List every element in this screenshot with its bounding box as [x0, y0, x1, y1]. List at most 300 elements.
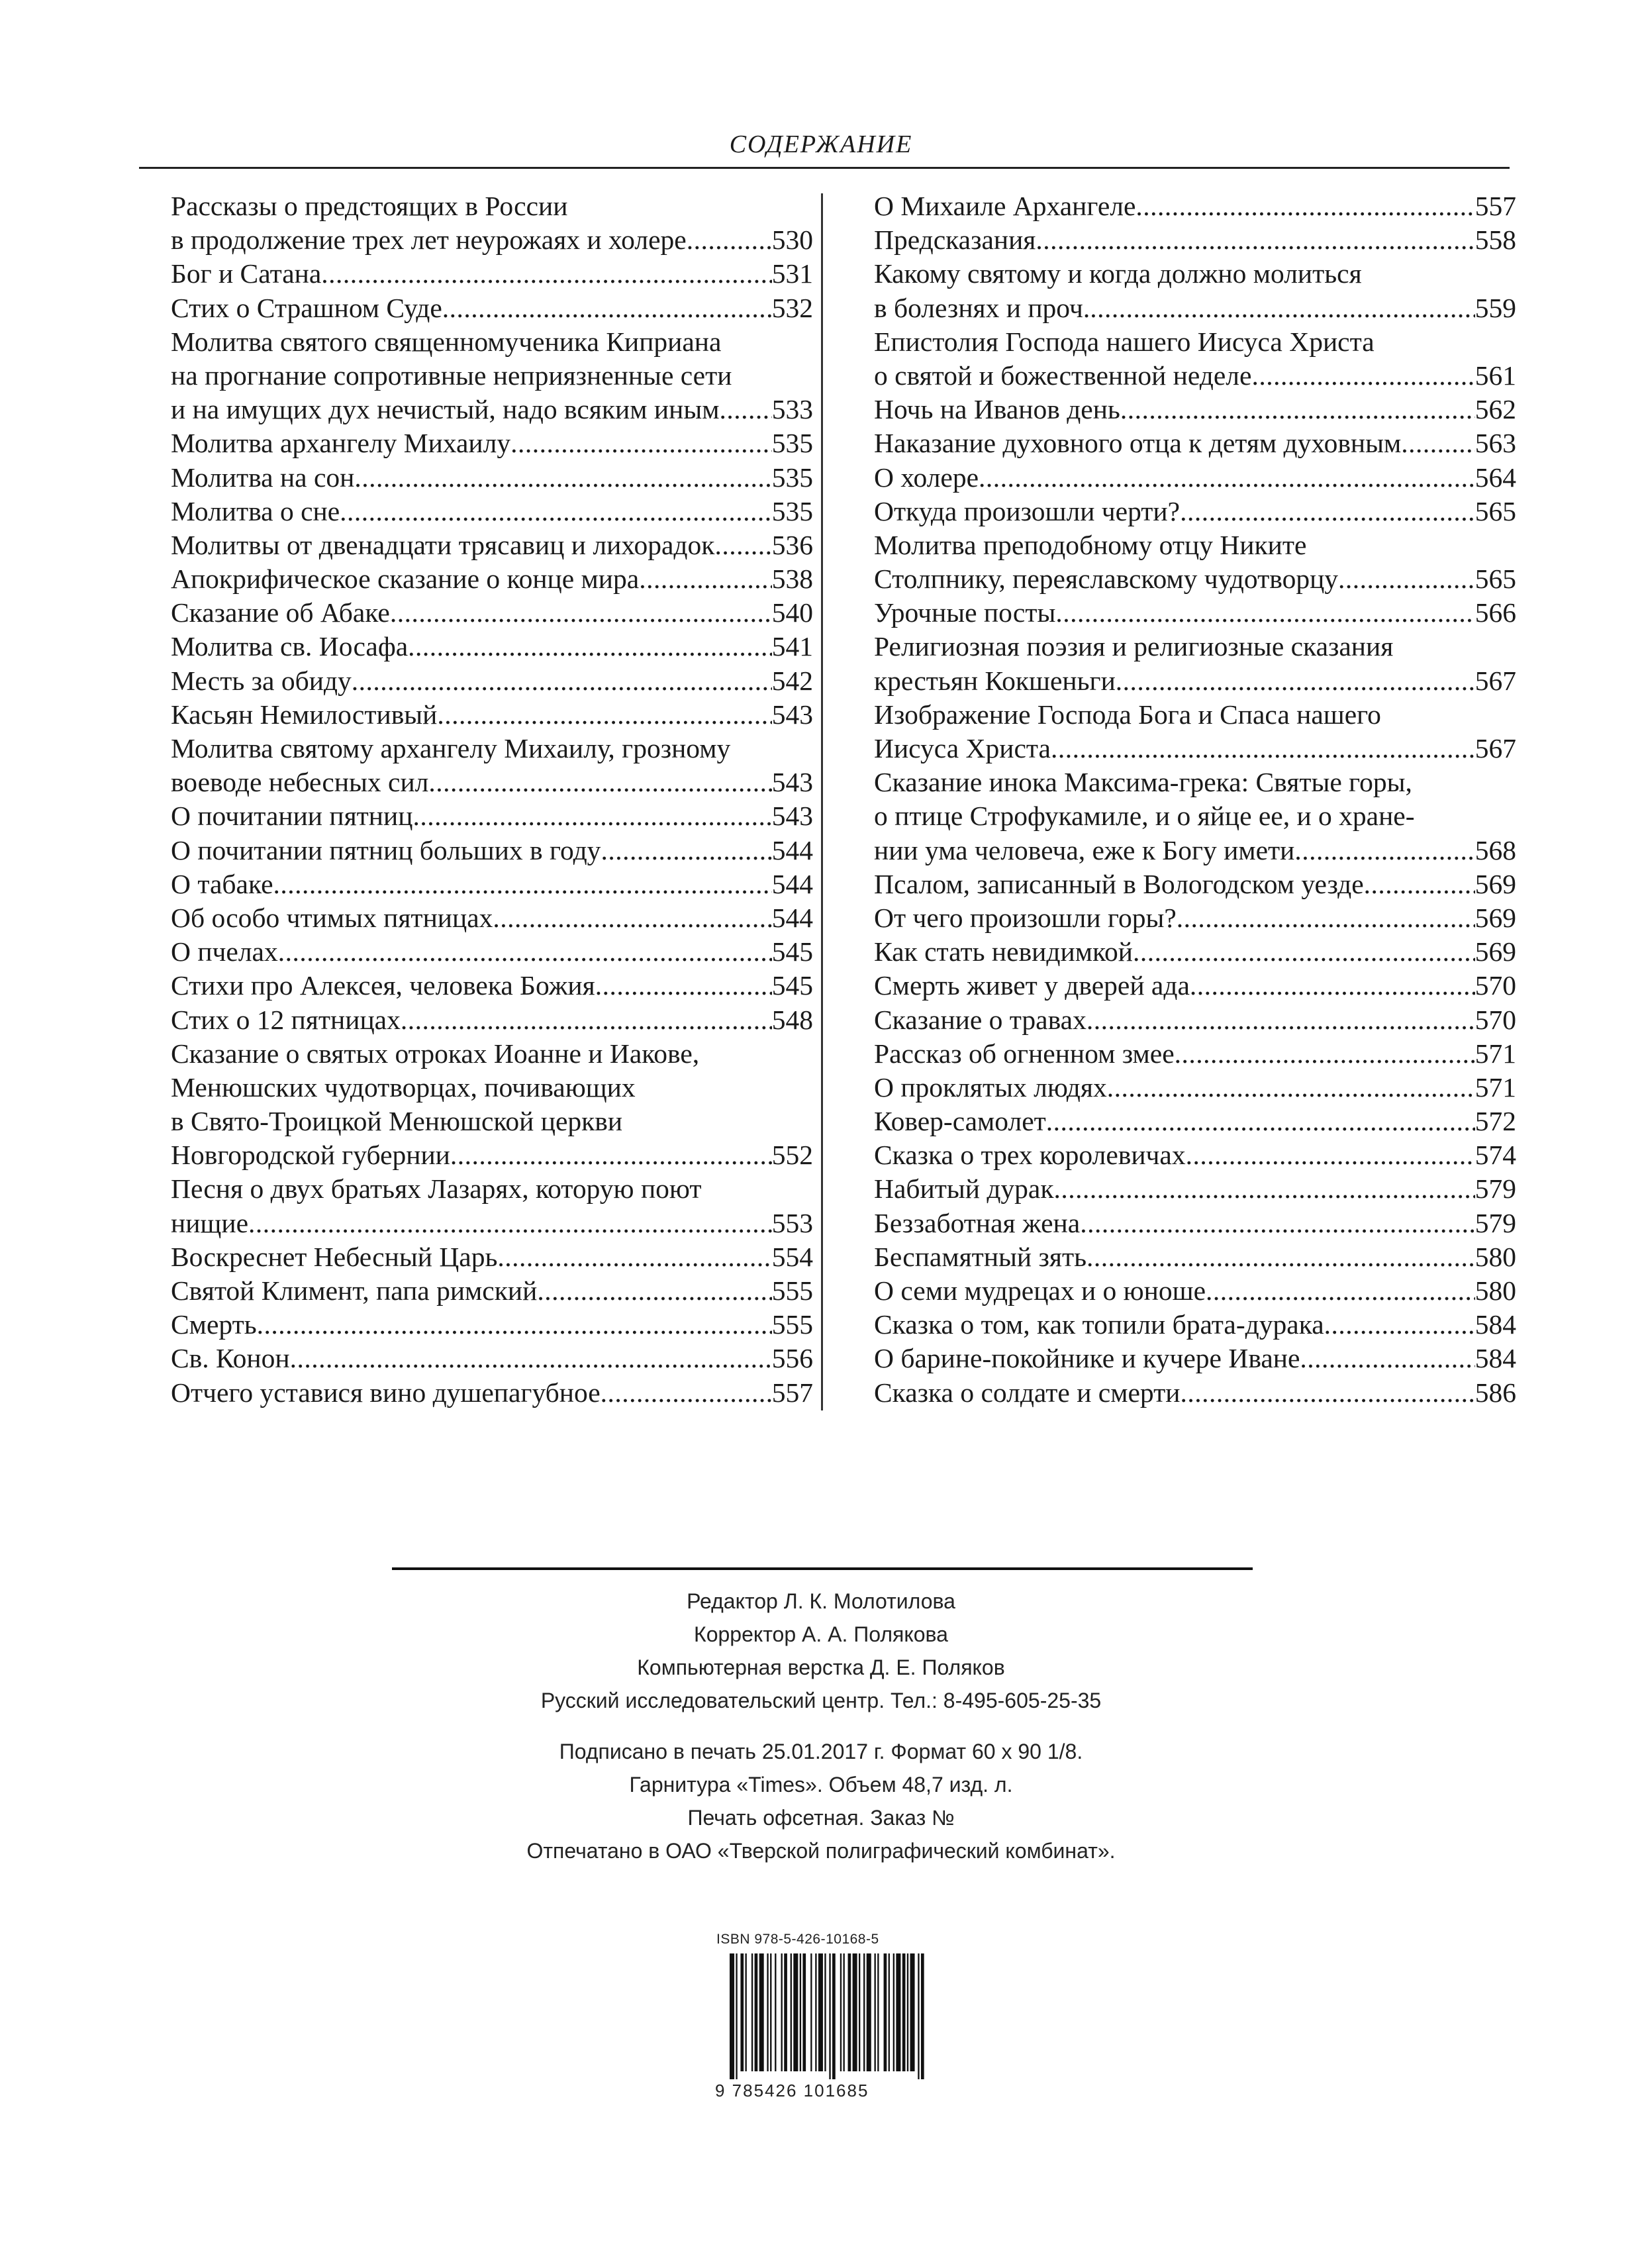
barcode-bar: [815, 1953, 816, 2071]
toc-dot-leader: [1186, 1138, 1475, 1172]
toc-page-number: 531: [771, 258, 813, 289]
toc-entry: [874, 257, 1516, 324]
toc-page-number: 541: [771, 631, 813, 662]
toc-entry-title: Апокрифическое сказание о конце мира: [171, 564, 640, 595]
toc-entry-leader-line: [171, 1003, 813, 1037]
toc-entry-title: в болезнях и проч.: [874, 292, 1090, 323]
toc-entry-title: Ковер-самолет: [874, 1106, 1046, 1137]
toc-dot-leader: [352, 664, 772, 698]
toc-page-number: 535: [771, 495, 813, 526]
toc-entry-title: Сказание об Абаке: [171, 597, 390, 628]
barcode-bar: [863, 1953, 865, 2071]
toc-entry: [874, 1003, 1516, 1037]
toc-entry-title: Молитва о сне: [171, 495, 340, 526]
toc-entry-title: Молитвы от двенадцати трясавиц и лихорадок: [171, 529, 715, 560]
toc-entry-title: и на имущих дух нечистый, надо всяким иным: [171, 394, 720, 425]
toc-page-number: 580: [1474, 1275, 1516, 1306]
toc-page-number: 552: [771, 1140, 813, 1171]
toc-entry-leader-line: [171, 935, 813, 969]
toc-dot-leader: [1120, 393, 1475, 426]
toc-entry-leader-line: [874, 1003, 1516, 1037]
toc-entry: [171, 1240, 813, 1274]
toc-page-number: 564: [1474, 462, 1516, 493]
toc-entry-title-line: Менюшских чудотворцах, почивающих: [171, 1071, 636, 1103]
toc-entry-title-line: Сказание о святых отроках Иоанне и Иакове,: [171, 1038, 700, 1069]
barcode-bar: [843, 1953, 844, 2071]
header-rule: [139, 167, 1510, 169]
barcode-bar: [818, 1953, 823, 2071]
toc-entry: [171, 189, 813, 257]
toc-entry: [171, 461, 813, 495]
toc-dot-leader: [1080, 1207, 1475, 1240]
toc-entry-title: О пчелах: [171, 936, 278, 967]
toc-entry-title-line: Сказание инока Максима-грека: Святые горы,: [874, 767, 1412, 798]
toc-page-number: 555: [771, 1275, 813, 1306]
toc-entry-leader-line: [874, 834, 1516, 867]
toc-entry: [874, 698, 1516, 765]
toc-entry-leader-line: [874, 969, 1516, 1003]
toc-dot-leader: [354, 461, 771, 495]
toc-entry: [874, 1138, 1516, 1172]
toc-dot-leader: [1324, 1308, 1475, 1342]
toc-dot-leader: [1046, 1105, 1475, 1138]
toc-page-number: 557: [771, 1377, 813, 1408]
toc-entry: [171, 969, 813, 1003]
toc-entry-leader-line: [171, 901, 813, 935]
toc-entry: [874, 1071, 1516, 1105]
imprint-print-info: [0, 1735, 1642, 1867]
toc-dot-leader: [290, 1342, 772, 1375]
barcode-bar: [840, 1953, 842, 2071]
toc-entry: [171, 1342, 813, 1375]
barcode-bar: [755, 1953, 758, 2071]
toc-page-number: 542: [771, 665, 813, 696]
toc-entry-leader-line: [874, 426, 1516, 460]
toc-dot-leader: [1051, 732, 1475, 765]
barcode-bar: [784, 1953, 787, 2071]
barcode-digits: 9 785426 101685: [715, 2081, 869, 2100]
toc-entry-leader-line: [874, 562, 1516, 596]
toc-entry-leader-line: [171, 1240, 813, 1274]
toc-page-number: 538: [771, 564, 813, 595]
toc-page-number: 572: [1474, 1106, 1516, 1137]
running-title: СОДЕРЖАНИЕ: [729, 130, 913, 158]
toc-entry-leader-line: [874, 291, 1516, 325]
toc-entry-title: Стих о Страшном Суде: [171, 292, 442, 323]
toc-page-number: 570: [1474, 970, 1516, 1001]
toc-entry-title-line: Какому святому и когда должно молиться: [874, 258, 1362, 289]
toc-entry-title: Св. Конон: [171, 1343, 290, 1374]
toc-entry: [874, 1274, 1516, 1308]
toc-page-number: 565: [1474, 495, 1516, 526]
toc-page-number: 569: [1474, 936, 1516, 967]
barcode-bar: [921, 1953, 924, 2079]
toc-entry-leader-line: [171, 867, 813, 901]
toc-page-number: 563: [1474, 428, 1516, 459]
toc-entry-leader-line: [171, 765, 813, 799]
toc-entry: [171, 867, 813, 901]
toc-page-number: 561: [1474, 360, 1516, 391]
toc-entry-title: Смерть живет у дверей ада: [874, 970, 1190, 1001]
toc-dot-leader: [1036, 223, 1474, 257]
toc-entry-title-line: Рассказы о предстоящих в России: [171, 191, 568, 221]
footer-rule: [392, 1567, 1253, 1570]
toc-entry-leader-line: [171, 698, 813, 732]
toc-entry: [171, 732, 813, 799]
toc-entry-leader-line: [171, 426, 813, 460]
imprint-signed: Подписано в печать 25.01.2017 г. Формат 60 х 90 1/8.: [559, 1740, 1083, 1763]
toc-page-number: 570: [1474, 1004, 1516, 1035]
toc-entry-title-line: Религиозная поэзия и религиозные сказания: [874, 631, 1394, 662]
toc-entry: [171, 901, 813, 935]
toc-dot-leader: [1294, 834, 1474, 867]
toc-page-number: 553: [771, 1207, 813, 1238]
toc-dot-leader: [1087, 1240, 1475, 1274]
toc-page-number: 533: [771, 394, 813, 425]
imprint-typeface: Гарнитура «Times». Объем 48,7 изд. л.: [629, 1773, 1013, 1797]
toc-dot-leader: [278, 935, 772, 969]
toc-entry-title: Об особо чтимых пятницах: [171, 902, 493, 933]
toc-entry-title-line: Изображение Господа Бога и Спаса нашего: [874, 699, 1381, 730]
toc-entry-leader-line: [874, 732, 1516, 765]
toc-dot-leader: [1135, 189, 1474, 223]
barcode-bar: [832, 1953, 836, 2079]
barcode-bar: [759, 1953, 764, 2071]
toc-dot-leader: [1251, 359, 1474, 393]
toc-entry: [874, 1207, 1516, 1240]
toc-entry-leader-line: [171, 1274, 813, 1308]
toc-dot-leader: [1175, 1037, 1475, 1071]
toc-page-number: 544: [771, 902, 813, 933]
toc-dot-leader: [595, 969, 772, 1003]
toc-entry-title: Смерть: [171, 1309, 257, 1340]
toc-entry-leader-line: [874, 393, 1516, 426]
toc-entry-title-line: Молитва святому архангелу Михаилу, грозному: [171, 733, 731, 764]
toc-entry-title: Ночь на Иванов день: [874, 394, 1120, 425]
toc-entry-title: От чего произошли горы?: [874, 902, 1177, 933]
toc-page-number: 567: [1474, 665, 1516, 696]
toc-entry-title: Молитва св. Иосафа: [171, 631, 409, 662]
toc-entry-leader-line: [171, 1308, 813, 1342]
barcode-bar: [907, 1953, 908, 2071]
barcode-bar: [884, 1953, 887, 2071]
toc-entry-title: Иисуса Христа: [874, 733, 1051, 764]
toc-entry-title: Беспамятный зять: [874, 1241, 1087, 1272]
toc-entry: [874, 1240, 1516, 1274]
toc-entry: [171, 1274, 813, 1308]
toc-page-number: 554: [771, 1241, 813, 1272]
barcode-bar: [793, 1953, 798, 2071]
toc-page-number: 584: [1474, 1343, 1516, 1374]
toc-entry-title: в продолжение трех лет неурожаях и холере: [171, 224, 687, 256]
toc-entry-leader-line: [171, 630, 813, 664]
toc-entry: [874, 495, 1516, 528]
barcode-bar: [867, 1953, 871, 2071]
toc-entry-title: Новгородской губернии: [171, 1140, 450, 1171]
toc-entry-leader-line: [171, 1376, 813, 1410]
barcode-bar: [802, 1953, 806, 2071]
imprint-order: Печать офсетная. Заказ №: [687, 1806, 955, 1830]
toc-dot-leader: [497, 1240, 771, 1274]
toc-dot-leader: [408, 630, 772, 664]
toc-dot-leader: [1087, 1003, 1475, 1037]
toc-page-number: 586: [1474, 1377, 1516, 1408]
toc-entry-title: Как стать невидимкой: [874, 936, 1133, 967]
toc-dot-leader: [601, 1376, 772, 1410]
toc-entry: [171, 1172, 813, 1240]
toc-page-number: 559: [1474, 292, 1516, 323]
toc-entry-leader-line: [874, 1037, 1516, 1071]
toc-entry-title: Святой Климент, папа римский: [171, 1275, 538, 1306]
toc-dot-leader: [1107, 1071, 1475, 1105]
toc-dot-leader: [390, 596, 772, 630]
toc-entry-title: Сказка о том, как топили брата-дурака: [874, 1309, 1324, 1340]
toc-entry-title: о святой и божественной неделе: [874, 360, 1252, 391]
toc-entry-title: О барине-покойнике и кучере Иване: [874, 1343, 1300, 1374]
toc-entry: [874, 1037, 1516, 1071]
barcode-bar: [853, 1953, 857, 2071]
barcode-bar: [829, 1953, 830, 2079]
toc-entry: [171, 935, 813, 969]
toc-page-number: 565: [1474, 564, 1516, 595]
toc-entry-leader-line: [171, 562, 813, 596]
toc-dot-leader: [493, 901, 771, 935]
toc-page-number: 584: [1474, 1309, 1516, 1340]
toc-entry-leader-line: [874, 495, 1516, 528]
toc-page-number: 571: [1474, 1038, 1516, 1069]
toc-page-number: 532: [771, 292, 813, 323]
toc-entry-leader-line: [874, 901, 1516, 935]
toc-entry-leader-line: [171, 495, 813, 528]
toc-entry-leader-line: [874, 1274, 1516, 1308]
toc-page-number: 579: [1474, 1173, 1516, 1205]
toc-dot-leader: [1206, 1274, 1475, 1308]
toc-page-number: 557: [1474, 191, 1516, 221]
barcode-bar: [810, 1953, 812, 2071]
toc-entry: [171, 596, 813, 630]
toc-dot-leader: [450, 1138, 772, 1172]
barcode-bar: [896, 1953, 900, 2071]
toc-dot-leader: [1300, 1342, 1474, 1375]
toc-page-number: 580: [1474, 1241, 1516, 1272]
toc-dot-leader: [273, 867, 772, 901]
toc-entry: [171, 1308, 813, 1342]
toc-entry: [874, 969, 1516, 1003]
toc-entry-leader-line: [171, 596, 813, 630]
toc-entry-leader-line: [874, 189, 1516, 223]
toc-dot-leader: [321, 257, 771, 291]
toc-dot-leader: [340, 495, 772, 528]
toc-entry: [171, 834, 813, 867]
barcode-bar: [889, 1953, 890, 2071]
toc-entry: [171, 1003, 813, 1037]
imprint-printer: Отпечатано в ОАО «Тверской полиграфический комбинат».: [526, 1839, 1116, 1863]
barcode-bar: [874, 1953, 875, 2071]
toc-entry-leader-line: [874, 935, 1516, 969]
toc-entry: [874, 223, 1516, 257]
toc-dot-leader: [1054, 1172, 1475, 1206]
toc-dot-leader: [1364, 867, 1475, 901]
barcode-bar: [902, 1953, 906, 2071]
toc-entry-title-line: Молитва святого священномученика Киприана: [171, 326, 722, 357]
toc-entry: [874, 867, 1516, 901]
toc-entry-leader-line: [874, 461, 1516, 495]
barcode-bar: [730, 1953, 734, 2079]
toc-page-number: 555: [771, 1309, 813, 1340]
toc-entry-leader-line: [171, 834, 813, 867]
toc-entry-leader-line: [874, 1207, 1516, 1240]
barcode-bar: [770, 1953, 771, 2071]
toc-entry-title: Сказка о солдате и смерти: [874, 1377, 1181, 1408]
imprint-proofreader: Корректор А. А. Полякова: [694, 1622, 948, 1646]
toc-entry-title: Молитва на сон: [171, 462, 355, 493]
toc-entry-title: Сказка о трех королевичах: [874, 1140, 1186, 1171]
toc-entry-title-line: Молитва преподобному отцу Никите: [874, 529, 1307, 560]
toc-entry: [874, 1172, 1516, 1206]
toc-entry: [874, 935, 1516, 969]
toc-entry: [874, 596, 1516, 630]
toc-entry-title: Набитый дурак: [874, 1173, 1054, 1205]
toc-page-number: 530: [771, 224, 813, 256]
toc-entry-title: Касьян Немилостивый: [171, 699, 438, 730]
toc-entry-leader-line: [874, 1105, 1516, 1138]
toc-entry: [874, 1105, 1516, 1138]
toc-page-number: 535: [771, 428, 813, 459]
barcode-bar: [751, 1953, 753, 2071]
toc-entry: [171, 426, 813, 460]
toc-entry: [874, 426, 1516, 460]
toc-entry: [874, 1342, 1516, 1375]
imprint-publisher: Русский исследовательский центр. Тел.: 8-495-605-25-35: [540, 1689, 1102, 1712]
toc-entry-leader-line: [171, 257, 813, 291]
barcode-bar: [745, 1953, 746, 2071]
toc-entry-title-line: в Свято-Троицкой Менюшской церкви: [171, 1106, 623, 1137]
toc-dot-leader: [1055, 596, 1474, 630]
column-divider: [821, 193, 823, 1410]
toc-dot-leader: [428, 765, 771, 799]
barcode-bar: [791, 1953, 792, 2071]
toc-entry: [171, 291, 813, 325]
toc-entry: [874, 393, 1516, 426]
toc-page-number: 545: [771, 970, 813, 1001]
barcode-bar: [800, 1953, 801, 2071]
toc-dot-leader: [537, 1274, 771, 1308]
toc-entry-title-line: Епистолия Господа нашего Иисуса Христа: [874, 326, 1375, 357]
toc-entry-title: Стих о 12 пятницах: [171, 1004, 401, 1035]
toc-dot-leader: [1401, 426, 1474, 460]
isbn-label: ISBN 978-5-426-10168-5: [716, 1932, 879, 1947]
toc-entry-title: О семи мудрецах и о юноше: [874, 1275, 1206, 1306]
toc-entry: [874, 325, 1516, 393]
toc-entry-title-line: о птице Строфукамиле, и о яйце ее, и о хране-: [874, 801, 1415, 832]
toc-entry-leader-line: [874, 1376, 1516, 1410]
toc-entry: [874, 461, 1516, 495]
barcode-bar: [736, 1953, 737, 2079]
toc-page-number: 543: [771, 699, 813, 730]
toc-dot-leader: [442, 291, 772, 325]
toc-page-number: 569: [1474, 868, 1516, 899]
toc-entry-leader-line: [874, 867, 1516, 901]
toc-entry-leader-line: [171, 291, 813, 325]
toc-dot-leader: [714, 528, 771, 562]
toc-entry: [874, 528, 1516, 596]
barcode-bar: [740, 1953, 744, 2071]
imprint-editor: Редактор Л. К. Молотилова: [687, 1589, 955, 1613]
toc-entry: [171, 528, 813, 562]
toc-entry-title: Наказание духовного отца к детям духовным: [874, 428, 1402, 459]
toc-entry: [874, 901, 1516, 935]
toc-entry-leader-line: [171, 1138, 813, 1172]
toc-entry-leader-line: [171, 1342, 813, 1375]
toc-entry: [171, 257, 813, 291]
toc-entry-leader-line: [171, 393, 813, 426]
toc-entry: [171, 630, 813, 664]
toc-entry-title: Воскреснет Небесный Царь: [171, 1241, 498, 1272]
toc-entry-leader-line: [171, 528, 813, 562]
toc-entry-leader-line: [171, 799, 813, 833]
toc-dot-leader: [1177, 901, 1475, 935]
toc-entry: [874, 630, 1516, 697]
barcode-bar: [910, 1953, 915, 2071]
toc-entry-leader-line: [874, 1172, 1516, 1206]
barcode-icon: [728, 1953, 927, 2079]
barcode-bar: [859, 1953, 860, 2071]
toc-dot-leader: [1180, 1376, 1474, 1410]
toc-entry-leader-line: [874, 1308, 1516, 1342]
toc-entry: [874, 189, 1516, 223]
toc-dot-leader: [510, 426, 772, 460]
toc-entry-leader-line: [171, 223, 813, 257]
toc-entry-title: О Михаиле Архангеле: [874, 191, 1136, 221]
barcode-bar: [893, 1953, 894, 2071]
toc-entry-title: крестьян Кокшеньги: [874, 665, 1116, 696]
toc-entry-title: Бог и Сатана: [171, 258, 322, 289]
toc-entry-title: О почитании пятниц: [171, 801, 413, 832]
toc-entry-title: Откуда произошли черти?: [874, 495, 1181, 526]
toc-entry-leader-line: [171, 1207, 813, 1240]
toc-entry-title-line: на прогнание сопротивные неприязненные сети: [171, 360, 732, 391]
toc-dot-leader: [401, 1003, 772, 1037]
toc-page-number: 544: [771, 834, 813, 865]
toc-entry-leader-line: [874, 596, 1516, 630]
toc-dot-leader: [437, 698, 771, 732]
toc-dot-leader: [1190, 969, 1475, 1003]
toc-dot-leader: [1180, 495, 1475, 528]
toc-dot-leader: [601, 834, 771, 867]
toc-entry-title: нии ума человеча, еже к Богу имети: [874, 834, 1295, 865]
toc-entry-title: Псалом, записанный в Вологодском уезде: [874, 868, 1364, 899]
toc-entry-title: нищие: [171, 1207, 249, 1238]
toc-page-number: 579: [1474, 1207, 1516, 1238]
toc-entry-title: Сказание о травах: [874, 1004, 1087, 1035]
toc-entry-leader-line: [874, 1071, 1516, 1105]
toc-entry-leader-line: [171, 461, 813, 495]
toc-entry: [171, 1376, 813, 1410]
toc-entry: [171, 562, 813, 596]
toc-entry-leader-line: [171, 969, 813, 1003]
toc-page-number: 569: [1474, 902, 1516, 933]
toc-entry-title: Предсказания: [874, 224, 1036, 256]
barcode-bar: [848, 1953, 851, 2071]
toc-entry: [171, 495, 813, 528]
toc-column-right: [874, 189, 1516, 1410]
toc-entry: [874, 1308, 1516, 1342]
toc-entry-title: О табаке: [171, 868, 273, 899]
toc-entry-title: воеводе небесных сил: [171, 767, 429, 798]
toc-page-number: 548: [771, 1004, 813, 1035]
toc-dot-leader: [248, 1207, 772, 1240]
toc-dot-leader: [1133, 935, 1475, 969]
